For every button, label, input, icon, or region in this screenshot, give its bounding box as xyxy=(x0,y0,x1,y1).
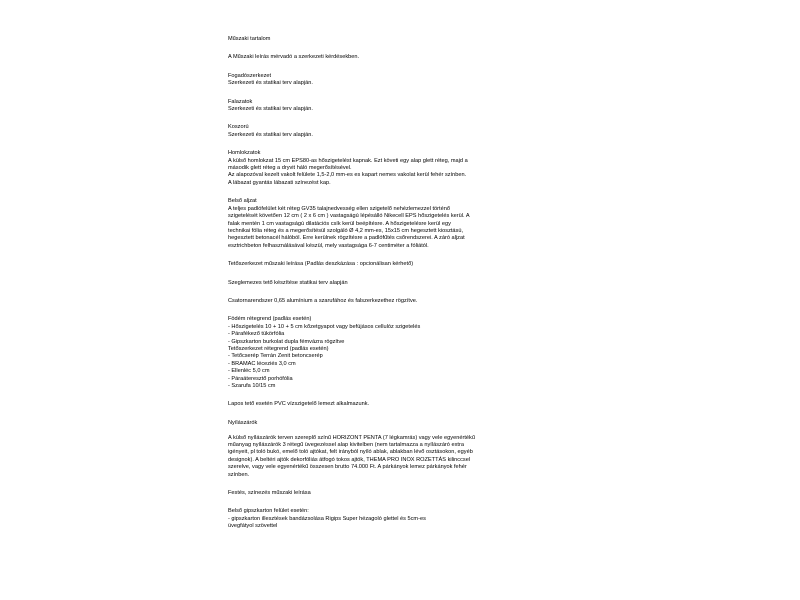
section-belso-gipszkarton xyxy=(228,508,578,530)
paragraph-line: szerelve, vagy vele egyenértékű összesen brutto 74.000 Ft. A párkányok lemez párkányok fehér xyxy=(228,464,467,471)
spacer xyxy=(228,269,578,280)
paragraph-line: Lapos tető esetén PVC vízszigetelő lemezt alkalmazunk. xyxy=(228,401,370,408)
section-heading: Fogadószerkezet xyxy=(228,72,272,79)
paragraph-line: Belső gipszkarton felület esetén: xyxy=(228,508,309,515)
paragraph-line: Festés, színezés műszaki leírása xyxy=(228,490,311,497)
paragraph-line: A külső homlokzat 15 cm EPS80-as hőszigetelést kapnak. Ezt követi egy alap glett réteg, majd a xyxy=(228,157,468,164)
spacer xyxy=(228,113,578,124)
paragraph-line: Szeglemezes tető készítése statikai terv alapján xyxy=(228,279,348,286)
paragraph-line: A külső nyílászárók terven szereplő színű HORIZONT PENTA (7 légkamrás) vagy vele egyenértékű xyxy=(228,434,475,441)
list-item: - Tetőcserép Terrán Zenit betoncserép xyxy=(228,353,323,360)
section-heading: Födém rétegrend (padlás esetén) xyxy=(228,316,312,323)
spacer xyxy=(228,390,578,401)
paragraph-line: A lábazat gyantás lábazati színezést kap. xyxy=(228,179,331,186)
spacer xyxy=(228,139,578,150)
spacer xyxy=(228,187,578,198)
paragraph-line: színben. xyxy=(228,471,250,478)
document-body xyxy=(228,36,578,531)
section-homlokzatok xyxy=(228,150,578,187)
list-item: - Hőszigetelés 10 + 10 + 5 cm kőzetgyapot vagy befújásos cellulóz szigetelés xyxy=(228,323,421,330)
list-item: - Szarufa 10/15 cm xyxy=(228,383,276,389)
section-heading: Falazatok xyxy=(228,98,253,105)
spacer xyxy=(228,409,578,420)
spacer xyxy=(228,62,578,73)
spacer xyxy=(228,479,578,490)
paragraph-line: második glett réteg a dryvit háló megerősítésével. xyxy=(228,165,352,172)
list-item: - BRAMAC léceziés 3,0 cm xyxy=(228,360,296,367)
document-title-block xyxy=(228,36,578,43)
paragraph-line: designok). A beltéri ajtók dekorfóliás átfogó tokos ajtók, THEMA PRO INOX ROZETTÁS kilinccsel xyxy=(228,456,471,463)
section-tetoszerkezet xyxy=(228,261,578,268)
list-item: - Ellenléc 5,0 cm xyxy=(228,368,270,375)
spacer xyxy=(228,427,578,434)
list-item: üvegfátyol szövettel xyxy=(228,523,278,530)
section-szeglemezes-teto xyxy=(228,280,578,287)
section-heading: Nyílászárók xyxy=(228,419,258,426)
section-belso-aljzat xyxy=(228,198,578,250)
spacer xyxy=(228,287,578,298)
paragraph-line: esztrichbeton felhasználásával készül, mely vastagsága 6-7 centiméter a fóliától. xyxy=(228,242,429,249)
section-heading: Homlokzatok xyxy=(228,150,261,157)
paragraph-line: Az alapozóval kezelt vakolt felülete 1,5-2,0 mm-es es kapart nemes vakolat kerül fehér színben. xyxy=(228,172,467,179)
paragraph-line: műanyag nyílászárók 3 rétegű üvegezéssel alap kivitelben (nem tartalmazza a nyílászáró extra xyxy=(228,442,464,449)
section-koszoru xyxy=(228,124,578,139)
section-festes xyxy=(228,490,578,497)
spacer xyxy=(228,43,578,54)
paragraph-line: Szerkezeti és statikai terv alapján. xyxy=(228,80,313,87)
section-nyilaszarok xyxy=(228,420,578,479)
subsection-heading: Tetőszerkezet rétegrend (padlás esetén) xyxy=(228,345,329,352)
list-item: - Párafékező tükörfólia xyxy=(228,331,285,338)
section-lapos-teto xyxy=(228,401,578,408)
section-fogadoszerkezet xyxy=(228,73,578,88)
spacer xyxy=(228,250,578,261)
paragraph-line: A Műszaki leírás mérvadó a szerkezeti kérdésekben. xyxy=(228,54,360,61)
section-heading: Koszorú xyxy=(228,124,249,131)
section-heading: Belső aljzat xyxy=(228,198,257,205)
spacer xyxy=(228,88,578,99)
section-falazatok xyxy=(228,99,578,114)
page-title: Műszaki tartalom xyxy=(228,36,271,42)
paragraph-line: technikai fólia réteg és a megerősítésül szolgáló Ø 4,2 mm-es, 15x15 cm hegesztett kiosztású, xyxy=(228,227,464,234)
list-item: - Páraáteresztő porhófólia xyxy=(228,375,293,382)
section-intro xyxy=(228,54,578,61)
section-fodem-retegrend xyxy=(228,316,578,390)
paragraph-line: Szerkezeti és statikai terv alapján. xyxy=(228,106,313,113)
paragraph-line: Csatornarendszer 0,65 alumínium a szarufához és falszerkezethez rögzítve. xyxy=(228,297,418,304)
paragraph-line: igényeit, pl toló bukó, emelő toló ajtókat, felt irányból nyíló ablak, ablakban lévő osztásokon, egyéb xyxy=(228,449,473,456)
paragraph-line: Tetőszerkezet műszaki leírása (Padlás deszkázása : opcionálisan kérhető) xyxy=(228,261,414,268)
spacer xyxy=(228,305,578,316)
list-item: - gipszkarton illesztések bandázsolása Rigips Super hézagoló glettel és 5cm-es xyxy=(228,515,426,522)
paragraph-line: Szerkezeti és statikai terv alapján. xyxy=(228,131,313,138)
paragraph-line: hegesztett betonacél hálóból. Erre kerülnek rögzítésre a padlófűtés csőrendszerei. A záró aljzat xyxy=(228,235,465,242)
paragraph-line: A teljes padlófelület két réteg GV35 talajnedvesség ellen szigetelő nehézlemezzel történő xyxy=(228,205,450,212)
list-item: - Gipszkarton burkolat dupla fémvázra rögzítve xyxy=(228,338,345,345)
section-csatornarendszer xyxy=(228,298,578,305)
spacer xyxy=(228,497,578,508)
paragraph-line: falak mentén 1 cm vastagságú dilatációs csík kerül beépítésre. A hőszigetelésre kerül egy xyxy=(228,220,451,227)
paragraph-line: szigetelését követően 12 cm ( 2 x 6 cm ) vastagságú lépésálló Nikecell EPS hőszigetelés kerül. A xyxy=(228,213,470,220)
